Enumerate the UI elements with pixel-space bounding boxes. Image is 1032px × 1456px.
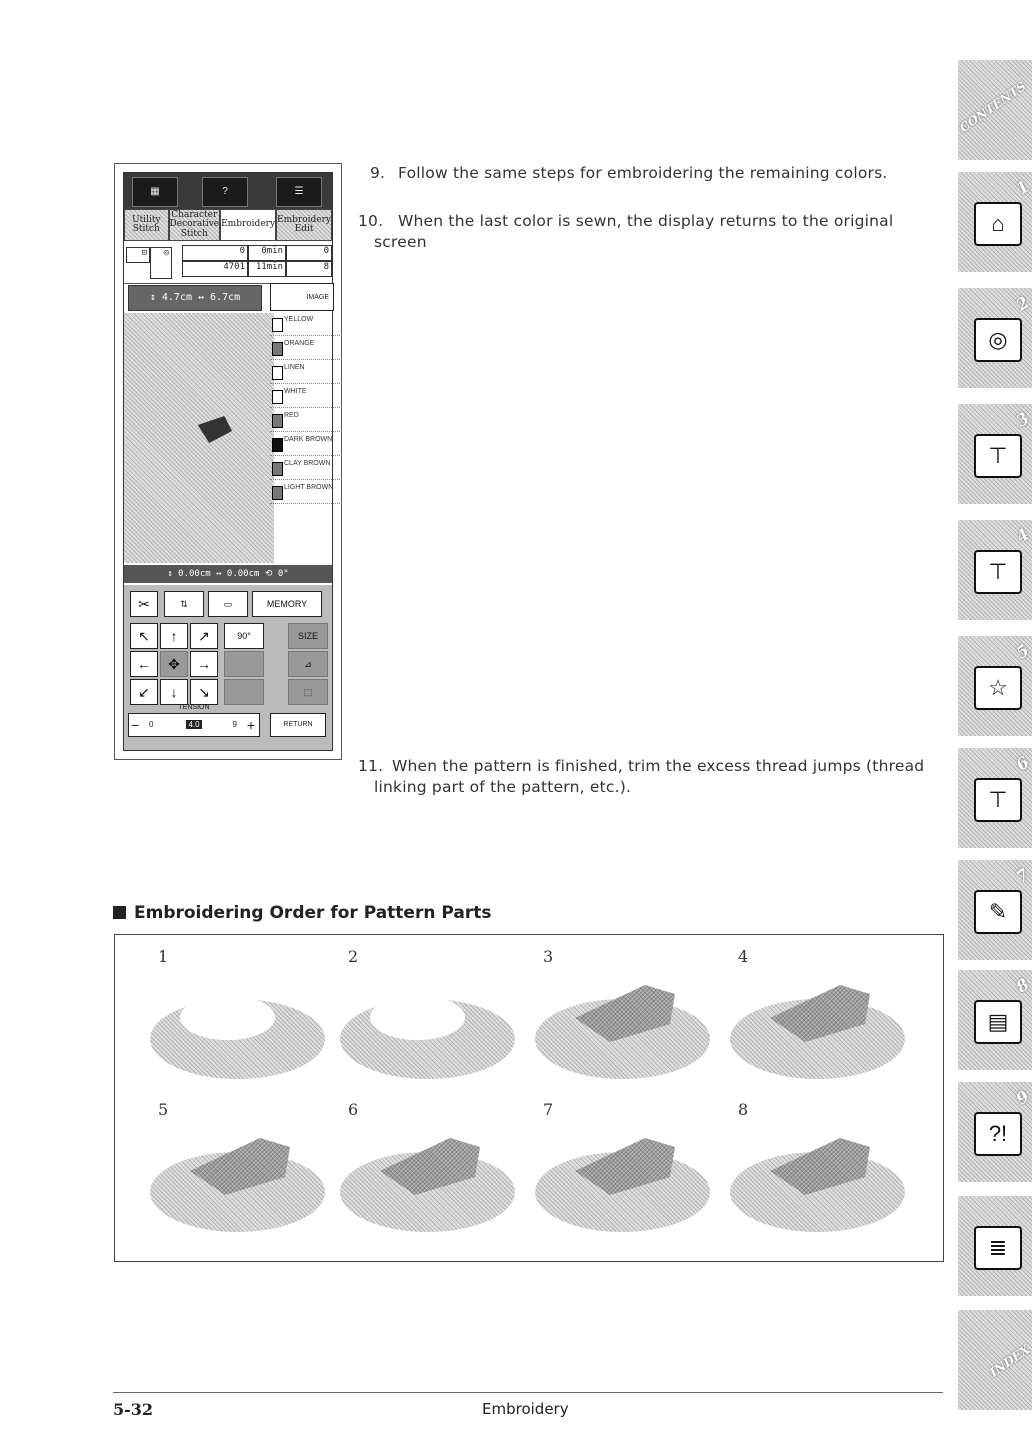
embroidering-order-box xyxy=(114,934,944,1262)
side-tab-chapter-6[interactable] xyxy=(958,748,1032,848)
bullet-square-icon xyxy=(113,906,126,919)
pattern-preview-cake xyxy=(194,413,232,443)
document-stack-icon: ≣ xyxy=(974,1226,1022,1270)
color-name: RED xyxy=(284,412,299,419)
minus-button[interactable]: − xyxy=(131,717,140,733)
tension-value: 4.0 xyxy=(188,720,200,729)
tension-label: TENSION xyxy=(178,704,210,711)
step-text: Follow the same steps for embroidering the remaining colors. xyxy=(398,164,888,182)
order-step xyxy=(710,1100,910,1250)
color-item[interactable] xyxy=(270,337,342,360)
disabled-button xyxy=(224,651,264,677)
footer-title: Embroidery xyxy=(482,1400,569,1418)
side-tab-appendix[interactable] xyxy=(958,1196,1032,1296)
tab-utility-stitch[interactable]: Utility Stitch xyxy=(124,209,169,241)
stitch-count: 4701 xyxy=(182,261,248,277)
tension-min: 0 xyxy=(149,720,154,729)
lcd-pattern-icon[interactable]: ▦ xyxy=(132,177,178,207)
size-button[interactable]: SIZE xyxy=(288,623,328,649)
lcd-top-bar xyxy=(124,173,332,209)
color-item[interactable] xyxy=(270,385,342,408)
lcd-inner xyxy=(123,172,333,751)
color-item[interactable] xyxy=(270,361,342,384)
color-counter-top: 0 xyxy=(286,245,332,261)
side-tab-label: 2 xyxy=(1012,292,1032,315)
thread-spool-icon: ◎ xyxy=(150,247,172,279)
step-11 xyxy=(358,756,948,798)
order-step-number: 2 xyxy=(348,947,359,966)
arrow-down-right-icon[interactable]: ↘ xyxy=(190,679,218,705)
page-number: 5-32 xyxy=(113,1400,154,1419)
section-heading xyxy=(113,903,491,923)
color-item[interactable] xyxy=(270,457,342,480)
color-name: ORANGE xyxy=(284,340,315,347)
embroidery-preview-area xyxy=(124,313,274,563)
tab-embroidery-edit[interactable]: Embroidery Edit xyxy=(276,209,332,241)
stitch-counter-top: 0 xyxy=(182,245,248,261)
plus-button[interactable]: + xyxy=(246,717,255,733)
order-step xyxy=(320,1100,520,1250)
side-tab-index[interactable] xyxy=(958,1310,1032,1410)
order-step-number: 8 xyxy=(738,1100,749,1119)
sewing-machine-icon: ⌂ xyxy=(974,202,1022,246)
arrow-left-icon[interactable]: ← xyxy=(130,651,158,677)
color-name: LIGHT BROWN xyxy=(284,484,334,491)
color-swatch xyxy=(272,366,283,380)
arrow-up-icon[interactable]: ↑ xyxy=(160,623,188,649)
shirt-abc-icon: ⊤ xyxy=(974,550,1022,594)
side-tab-chapter-5[interactable] xyxy=(958,636,1032,736)
step-text: When the pattern is finished, trim the excess thread jumps (thread xyxy=(392,757,925,775)
shirt-icon: ⊤ xyxy=(974,434,1022,478)
color-count: 8 xyxy=(286,261,332,277)
rotate-button[interactable]: 90° xyxy=(224,623,264,649)
side-tab-label: INDEX xyxy=(986,1342,1032,1380)
side-tab-contents[interactable] xyxy=(958,60,1032,160)
lcd-help-icon[interactable]: ? xyxy=(202,177,248,207)
lcd-settings-icon[interactable]: ☰ xyxy=(276,177,322,207)
remaining-time: 0min xyxy=(248,245,286,261)
order-step xyxy=(130,1100,330,1250)
arrow-down-left-icon[interactable]: ↙ xyxy=(130,679,158,705)
color-name: WHITE xyxy=(284,388,307,395)
step-text-continued: linking part of the pattern, etc.). xyxy=(374,777,632,796)
machine-trouble-icon: ?! xyxy=(974,1112,1022,1156)
color-swatch xyxy=(272,486,283,500)
order-step xyxy=(515,1100,715,1250)
order-step xyxy=(710,947,910,1097)
thread-color-list xyxy=(270,313,342,563)
color-name: CLAY BROWN xyxy=(284,460,331,467)
control-panel xyxy=(124,585,332,750)
color-name: LINEN xyxy=(284,364,305,371)
color-item[interactable] xyxy=(270,313,342,336)
pattern-size-readout: ↕ 4.7cm ↔ 6.7cm xyxy=(128,285,262,311)
order-step xyxy=(130,947,330,1097)
plate-hollow xyxy=(180,995,275,1040)
side-tab-chapter-9[interactable] xyxy=(958,1082,1032,1182)
order-step-number: 4 xyxy=(738,947,749,966)
color-item[interactable] xyxy=(270,409,342,432)
needle-adjust-button[interactable]: ⇅ xyxy=(164,591,204,617)
color-swatch xyxy=(272,438,283,452)
color-swatch xyxy=(272,414,283,428)
footer-divider xyxy=(113,1392,943,1393)
order-step-number: 1 xyxy=(158,947,169,966)
order-step xyxy=(515,947,715,1097)
order-step-number: 6 xyxy=(348,1100,359,1119)
side-tab-label: 5 xyxy=(1012,640,1032,663)
color-name: YELLOW xyxy=(284,316,314,323)
lcd-tabs xyxy=(124,209,332,241)
trial-icon[interactable]: ⬚ xyxy=(288,679,328,705)
shirt-pen-icon: ✎ xyxy=(974,890,1022,934)
side-tab-label: CONTENTS xyxy=(957,79,1029,135)
side-tab-label: 6 xyxy=(1012,752,1032,775)
sewing-time: 11min xyxy=(248,261,286,277)
step-number: 10. xyxy=(358,212,384,230)
color-swatch xyxy=(272,390,283,404)
image-button[interactable]: IMAGE xyxy=(270,283,334,311)
embroidery-frame-icon: ☆ xyxy=(974,666,1022,710)
lcd-status-row xyxy=(124,243,332,284)
side-tab-chapter-4[interactable] xyxy=(958,520,1032,620)
center-icon[interactable]: ✥ xyxy=(160,651,188,677)
arrow-up-right-icon[interactable]: ↗ xyxy=(190,623,218,649)
color-swatch xyxy=(272,342,283,356)
mirror-icon[interactable]: ⊿ xyxy=(288,651,328,677)
memory-button[interactable]: MEMORY xyxy=(252,591,322,617)
order-step xyxy=(320,947,520,1097)
side-tab-chapter-2[interactable] xyxy=(958,288,1032,388)
tab-character-stitch[interactable]: Character Decorative Stitch xyxy=(169,209,221,241)
machine-card-icon: ▤ xyxy=(974,1000,1022,1044)
side-tab-label: 1 xyxy=(1012,176,1032,199)
step-number: 9. xyxy=(370,164,386,182)
color-item[interactable] xyxy=(270,481,342,504)
section-title: Embroidering Order for Pattern Parts xyxy=(134,903,492,923)
color-swatch xyxy=(272,462,283,476)
step-9 xyxy=(370,163,950,184)
side-tab-label: 7 xyxy=(1012,864,1032,887)
color-swatch xyxy=(272,318,283,332)
side-tab-label: 3 xyxy=(1012,408,1032,431)
side-tab-label: 4 xyxy=(1012,524,1032,547)
thread-spool-icon: ◎ xyxy=(974,318,1022,362)
lcd-screen-illustration xyxy=(114,163,342,760)
order-step-number: 3 xyxy=(543,947,554,966)
side-tab-chapter-7[interactable] xyxy=(958,860,1032,960)
tension-control xyxy=(128,704,260,737)
tension-max: 9 xyxy=(232,720,237,729)
tab-embroidery[interactable]: Embroidery xyxy=(220,209,276,241)
color-name: DARK BROWN xyxy=(284,436,333,443)
side-tab-chapter-8[interactable] xyxy=(958,970,1032,1070)
plate-hollow xyxy=(370,995,465,1040)
scissors-icon[interactable]: ✂ xyxy=(130,591,158,617)
shirt-edit-icon: ⊤ xyxy=(974,778,1022,822)
color-item[interactable] xyxy=(270,433,342,456)
order-step-number: 7 xyxy=(543,1100,554,1119)
step-number: 11. xyxy=(358,757,384,775)
step-text-continued: screen xyxy=(374,232,427,251)
side-tab-label: 8 xyxy=(1012,974,1032,997)
position-readout: ↕ 0.00cm ↔ 0.00cm ⟲ 0° xyxy=(124,565,332,583)
step-text: When the last color is sewn, the display returns to the original xyxy=(398,212,894,230)
presser-foot-icon: ⊡ xyxy=(126,247,150,263)
arrow-up-left-icon[interactable]: ↖ xyxy=(130,623,158,649)
order-step-number: 5 xyxy=(158,1100,169,1119)
step-10 xyxy=(358,211,948,253)
side-tab-chapter-1[interactable] xyxy=(958,172,1032,272)
arrow-right-icon[interactable]: → xyxy=(190,651,218,677)
return-button[interactable]: RETURN xyxy=(270,713,326,737)
side-tab-chapter-3[interactable] xyxy=(958,404,1032,504)
side-tab-label: 9 xyxy=(1012,1086,1032,1109)
arrow-down-icon[interactable]: ↓ xyxy=(160,679,188,705)
frame-button[interactable]: ▭ xyxy=(208,591,248,617)
